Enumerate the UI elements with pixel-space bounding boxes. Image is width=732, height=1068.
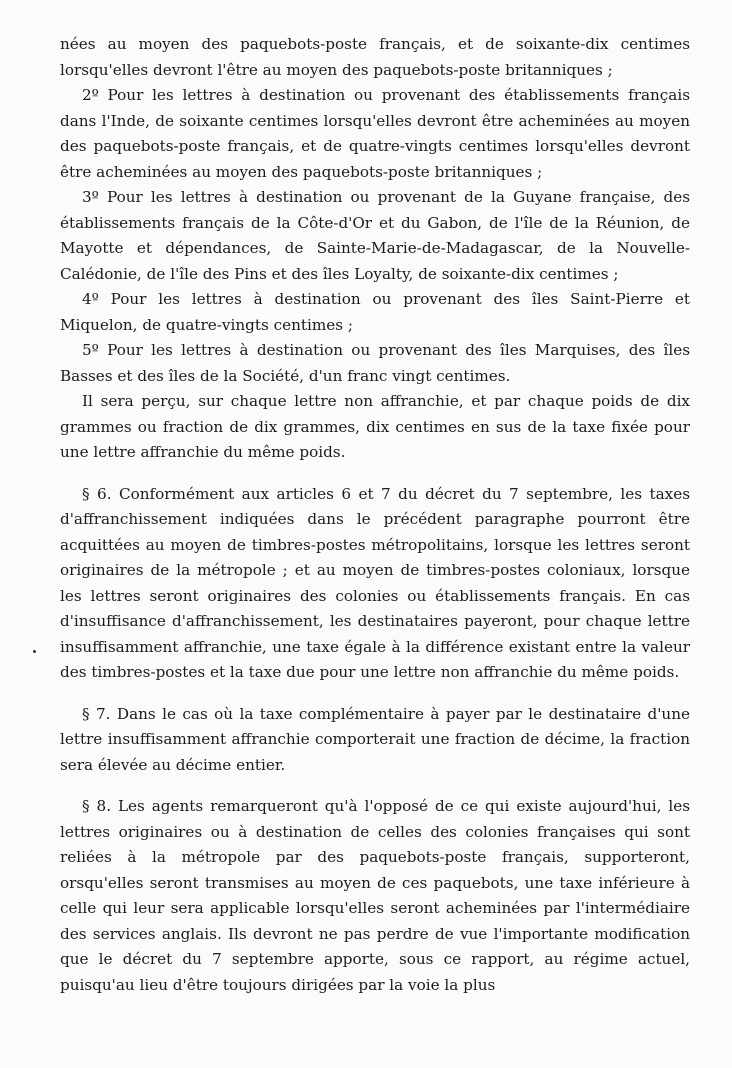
paragraph-section-8: § 8. Les agents remarqueront qu'à l'opposé de ce qui existe aujourd'hui, les lettres originaires ou à destination de celles des colonies françaises qui sont reliées à la métropole par des paquebots-poste français, supporteront, orsqu'elles seront transmises au moyen de ces paquebots, une taxe inférieure à celle qui leur sera applicable lorsqu'elles seront acheminées par l'intermédiaire des services anglais. Ils devront ne pas perdre de vue l'importante modification que le décret du 7 septembre apporte, sous ce rapport, au régime actuel, puisqu'au lieu d'être toujours dirigées par la voie la plus xyxy=(60,797,690,994)
paragraph-unpaid-letters: Il sera perçu, sur chaque lettre non affranchie, et par chaque poids de dix grammes ou fraction de dix grammes, dix centimes en sus de la taxe fixée pour une lettre affranchie du même poids. xyxy=(60,392,690,461)
paragraph-section-6: § 6. Conformément aux articles 6 et 7 du décret du 7 septembre, les taxes d'affranchissement indiquées dans le précédent paragraphe pourront être acquittées au moyen de timbres-postes métropolitains, lorsque les lettres seront originaires de la métropole ; et au moyen de timbres-postes coloniaux, lorsque les lettres seront originaires des colonies ou établissements français. En cas d'insuffisance d'affranchissement, les destinataires payeront, pour chaque lettre insuffisamment affranchie, une taxe égale à la différence existant entre la valeur des timbres-postes et la taxe due pour une lettre non affranchie du même poids. xyxy=(60,484,690,681)
paragraph-section-7: § 7. Dans le cas où la taxe complémentaire à payer par le destinataire d'une lettre insuffisamment affranchie comporterait une fraction de décime, la fraction sera élevée au décime entier. xyxy=(60,704,690,774)
ink-speck xyxy=(33,650,36,653)
paragraph-item-3: 3º Pour les lettres à destination ou provenant de la Guyane française, des établissements français de la Côte-d'Or et du Gabon, de l'île de la Réunion, de Mayotte et dépendances, de Sainte-Marie-de-Madagascar, de la Nouvelle-Calédonie, de l'île des Pins et des îles Loyalty, de soixante-dix centimes ; xyxy=(60,188,690,283)
paragraph-continuation: nées au moyen des paquebots-poste français, et de soixante-dix centimes lorsqu'elles devront l'être au moyen des paquebots-poste britanniques ; xyxy=(60,35,690,79)
paragraph-item-4: 4º Pour les lettres à destination ou provenant des îles Saint-Pierre et Miquelon, de quatre-vingts centimes ; xyxy=(60,290,690,334)
paragraph-item-5: 5º Pour les lettres à destination ou provenant des îles Marquises, des îles Basses et des îles de la Société, d'un franc vingt centimes. xyxy=(60,341,690,385)
document-body xyxy=(60,32,690,998)
paragraph-item-2: 2º Pour les lettres à destination ou provenant des établissements français dans l'Inde, de soixante centimes lorsqu'elles devront être acheminées au moyen des paquebots-poste français, et de quatre-vingts centimes lorsqu'elles devront être acheminées au moyen des paquebots-poste britanniques ; xyxy=(60,86,690,181)
